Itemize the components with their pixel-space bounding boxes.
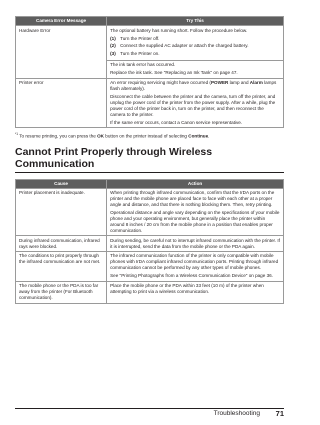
disconnect-instructions: Disconnect the cable between the printer and the camera, turn off the printer, and unplug the power cord of the printer from the power supply. After a while, plug the power cord of the printer back in, turn on the printer, and then reconnect the camera to the printer. — [110, 94, 276, 117]
step-text: Connect the supplied AC adapter or attach the charged battery. — [120, 43, 249, 49]
table-row — [16, 281, 284, 303]
camera-error-table — [15, 16, 284, 128]
text-run: An error requiring servicing might have occurred ( — [110, 80, 211, 86]
title-divider — [15, 172, 284, 173]
procedure-step — [110, 36, 280, 42]
action-paragraph: See "Printing Photographs from a Wireless Communication Device" on page 36. — [110, 273, 273, 279]
action-paragraph: Place the mobile phone or the PDA within 33 feet (10 m) of the printer when attempting to print via a wireless communication. — [110, 283, 264, 295]
step-number: (3) — [110, 50, 116, 56]
footnote — [15, 131, 284, 140]
alarm-lamp-label: Alarm — [249, 80, 263, 86]
action-cell — [107, 236, 284, 252]
remedy-cell — [107, 78, 284, 128]
action-paragraph: When printing through infrared communication, confirm that the IrDA ports on the printer and the mobile phone are placed face to face with each other at a proper angle and distance, and that there is nothing blocking them. Then, retry printing. — [110, 190, 275, 207]
action-cell — [107, 281, 284, 303]
step-number: (1) — [110, 35, 116, 41]
footer-section-name: Troubleshooting — [213, 410, 260, 417]
page-number: 71 — [275, 409, 284, 418]
table-row — [16, 251, 284, 281]
text-run: button on the printer instead of selecting — [103, 133, 189, 139]
step-text: Turn the Printer off. — [120, 35, 160, 41]
column-header-message: Camera Error Message — [16, 17, 107, 26]
cause-cell: The mobile phone or the PDA is too far away from the printer (For Bluetooth communication). — [16, 281, 107, 303]
step-text: Turn the Printer on. — [120, 50, 160, 56]
column-header-try-this: Try This — [107, 17, 284, 26]
footer-rule — [15, 408, 284, 409]
table-header-row — [16, 179, 284, 188]
procedure-step — [110, 51, 280, 57]
step-number: (2) — [110, 43, 116, 49]
table-row — [16, 236, 284, 252]
text-run: To resume printing, you can press the — [18, 133, 98, 139]
remedy-cell — [107, 26, 284, 61]
column-header-action: Action — [107, 179, 284, 188]
cause-cell: The conditions to print properly through the infrared communication are not met. — [16, 251, 107, 281]
table-row — [16, 188, 284, 236]
error-message-cell: Printer error — [16, 78, 107, 128]
section-title: Cannot Print Properly through Wireless Communication — [15, 145, 213, 170]
text-run: . — [208, 133, 210, 139]
text-run: lamp and — [228, 80, 250, 86]
table-row — [16, 78, 284, 128]
page-footer — [0, 408, 300, 418]
ok-button-label: OK — [97, 133, 104, 139]
table-row — [16, 26, 284, 61]
remedy-cell — [107, 60, 284, 78]
action-paragraph: The infrared communication function of the printer is only compatible with mobile phones with IrDA compliant infrared communication ports. Printing through infrared communication cannot be performed by any other types of mobile phones. — [110, 253, 279, 271]
text-run: lamps flash alternately). — [110, 80, 277, 91]
column-header-cause: Cause — [16, 179, 107, 188]
printer-error-text — [110, 80, 280, 92]
ink-error-text: The ink tank error has occurred. — [110, 62, 176, 68]
cause-cell: During infrared communication, infrared rays were blocked. — [16, 236, 107, 252]
remedy-intro: The optional battery has running short. Follow the procedure below. — [110, 27, 248, 33]
error-message-cell: Hardware Error — [16, 26, 107, 79]
continue-label: Continue — [188, 133, 209, 139]
procedure-step — [110, 43, 280, 49]
action-paragraph: During sending, be careful not to interrupt infrared communication with the printer. If it is interrupted, send the data from the mobile phone or the PDA again. — [110, 237, 280, 249]
action-paragraph: Operational distance and angle vary depending on the specifications of your mobile phone and your operating environment, but generally place the printer within around 8 inches / 20 cm from the mobile phone in a position that enables proper communication. — [110, 210, 280, 233]
ink-replace-text: Replace the ink tank. See "Replacing an Ink Tank" on page 47. — [110, 70, 238, 76]
cause-cell: Printer placement is inadequate. — [16, 188, 107, 236]
action-cell — [107, 251, 284, 281]
wireless-cause-table — [15, 179, 284, 304]
contact-service-text: If the same error occurs, contact a Canon service representative. — [110, 119, 243, 125]
manual-page — [15, 16, 284, 304]
power-lamp-label: POWER — [210, 80, 229, 86]
footnote-mark: *1 — [15, 132, 19, 137]
table-header-row — [16, 17, 284, 26]
action-cell — [107, 188, 284, 236]
